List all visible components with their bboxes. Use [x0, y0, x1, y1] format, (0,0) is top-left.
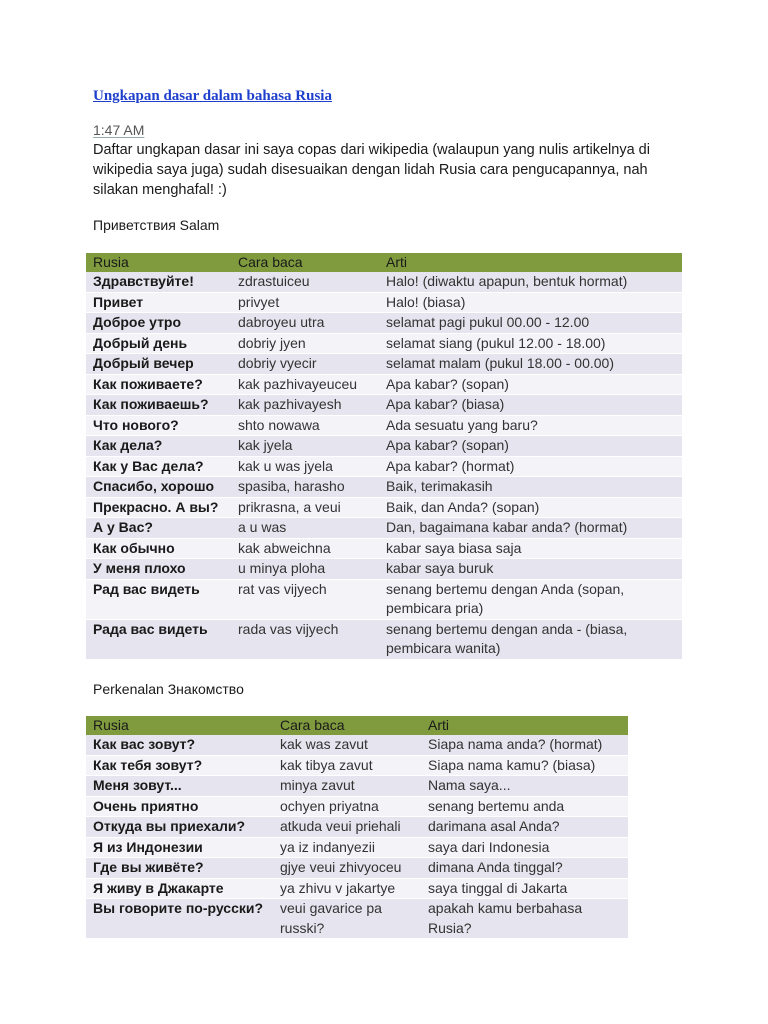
meaning-cell: dimana Anda tinggal? — [421, 858, 628, 879]
column-header-rusia: Rusia — [86, 716, 273, 735]
russian-cell: Что нового? — [86, 415, 231, 436]
russian-cell: Как поживаете? — [86, 374, 231, 395]
russian-cell: Очень приятно — [86, 796, 273, 817]
table-row — [86, 272, 682, 292]
table-row — [86, 456, 682, 477]
meaning-cell: Siapa nama kamu? (biasa) — [421, 755, 628, 776]
table-header-row — [86, 716, 628, 735]
russian-cell: Добрый день — [86, 333, 231, 354]
meaning-cell: Siapa nama anda? (hormat) — [421, 735, 628, 755]
meaning-cell: Baik, terimakasih — [379, 477, 682, 498]
table-row — [86, 415, 682, 436]
meaning-cell: kabar saya biasa saja — [379, 538, 682, 559]
russian-cell: У меня плохо — [86, 559, 231, 580]
meaning-cell: saya tinggal di Jakarta — [421, 878, 628, 899]
pronunciation-cell: kak pazhivayesh — [231, 395, 379, 416]
pronunciation-cell: atkuda veui priehali — [273, 817, 421, 838]
table-row — [86, 878, 628, 899]
pronunciation-cell: rat vas vijyech — [231, 579, 379, 619]
pronunciation-cell: spasiba, harasho — [231, 477, 379, 498]
pronunciation-cell: ya iz indanyezii — [273, 837, 421, 858]
article-title[interactable]: Ungkapan dasar dalam bahasa Rusia — [93, 88, 332, 104]
table-row — [86, 333, 682, 354]
table-row — [86, 899, 628, 939]
pronunciation-cell: ya zhivu v jakartye — [273, 878, 421, 899]
table-row — [86, 579, 682, 619]
table-row — [86, 796, 628, 817]
meaning-cell: senang bertemu anda — [421, 796, 628, 817]
table-row — [86, 374, 682, 395]
column-header-cara-baca: Cara baca — [273, 716, 421, 735]
meaning-cell: Dan, bagaimana kabar anda? (hormat) — [379, 518, 682, 539]
russian-cell: Я из Индонезии — [86, 837, 273, 858]
intro-paragraph: Daftar ungkapan dasar ini saya copas dari wikipedia (walaupun yang nulis artikelnya di wikipedia saya juga) sudah disesuaikan dengan lidah Rusia cara pengucapannya, nah silakan menghafal! :) — [93, 142, 650, 198]
table-row — [86, 559, 682, 580]
meaning-cell: selamat malam (pukul 18.00 - 00.00) — [379, 354, 682, 375]
russian-cell: Рада вас видеть — [86, 619, 231, 659]
table-row — [86, 817, 628, 838]
pronunciation-cell: shto nowawa — [231, 415, 379, 436]
column-header-arti: Arti — [421, 716, 628, 735]
pronunciation-cell: u minya ploha — [231, 559, 379, 580]
russian-cell: Где вы живёте? — [86, 858, 273, 879]
pronunciation-cell: kak abweichna — [231, 538, 379, 559]
table-row — [86, 518, 682, 539]
russian-cell: Добрый вечер — [86, 354, 231, 375]
pronunciation-cell: dabroyeu utra — [231, 313, 379, 334]
pronunciation-cell: minya zavut — [273, 776, 421, 797]
russian-cell: Как обычно — [86, 538, 231, 559]
table-row — [86, 776, 628, 797]
russian-cell: Как дела? — [86, 436, 231, 457]
pronunciation-cell: kak was zavut — [273, 735, 421, 755]
russian-cell: Как вас зовут? — [86, 735, 273, 755]
pronunciation-cell: kak u was jyela — [231, 456, 379, 477]
column-header-arti: Arti — [379, 253, 682, 272]
russian-cell: Вы говорите по-русски? — [86, 899, 273, 939]
meaning-cell: darimana asal Anda? — [421, 817, 628, 838]
russian-cell: Как тебя зовут? — [86, 755, 273, 776]
pronunciation-cell: zdrastuiceu — [231, 272, 379, 292]
table-row — [86, 755, 628, 776]
meaning-cell: apakah kamu berbahasa Rusia? — [421, 899, 628, 939]
russian-cell: Здравствуйте! — [86, 272, 231, 292]
russian-cell: Как поживаешь? — [86, 395, 231, 416]
meaning-cell: Ada sesuatu yang baru? — [379, 415, 682, 436]
meaning-cell: Apa kabar? (sopan) — [379, 436, 682, 457]
meaning-cell: Nama saya... — [421, 776, 628, 797]
meaning-cell: senang bertemu dengan anda - (biasa, pembicara wanita) — [379, 619, 682, 659]
table-row — [86, 477, 682, 498]
russian-cell: Спасибо, хорошо — [86, 477, 231, 498]
greetings-table — [86, 253, 682, 660]
pronunciation-cell: privyet — [231, 292, 379, 313]
table-row — [86, 354, 682, 375]
table-row — [86, 395, 682, 416]
russian-cell: Я живу в Джакарте — [86, 878, 273, 899]
table-row — [86, 436, 682, 457]
meaning-cell: saya dari Indonesia — [421, 837, 628, 858]
russian-cell: А у Вас? — [86, 518, 231, 539]
pronunciation-cell: ochyen priyatna — [273, 796, 421, 817]
meaning-cell: Apa kabar? (hormat) — [379, 456, 682, 477]
table-row — [86, 735, 628, 755]
table-row — [86, 313, 682, 334]
pronunciation-cell: kak pazhivayeuceu — [231, 374, 379, 395]
russian-cell: Доброе утро — [86, 313, 231, 334]
pronunciation-cell: dobriy vyecir — [231, 354, 379, 375]
russian-cell: Откуда вы приехали? — [86, 817, 273, 838]
meaning-cell: Apa kabar? (sopan) — [379, 374, 682, 395]
column-header-rusia: Rusia — [86, 253, 231, 272]
pronunciation-cell: gjye veui zhivyoceu — [273, 858, 421, 879]
meaning-cell: Baik, dan Anda? (sopan) — [379, 497, 682, 518]
table-row — [86, 497, 682, 518]
russian-cell: Рад вас видеть — [86, 579, 231, 619]
table-row — [86, 858, 628, 879]
pronunciation-cell: a u was — [231, 518, 379, 539]
meaning-cell: selamat pagi pukul 00.00 - 12.00 — [379, 313, 682, 334]
meaning-cell: kabar saya buruk — [379, 559, 682, 580]
section-greetings-heading: Приветствия Salam — [93, 217, 220, 233]
post-time[interactable]: 1:47 AM — [93, 122, 145, 138]
column-header-cara-baca: Cara baca — [231, 253, 379, 272]
table-row — [86, 538, 682, 559]
pronunciation-cell: rada vas vijyech — [231, 619, 379, 659]
table-row — [86, 292, 682, 313]
meaning-cell: Halo! (diwaktu apapun, bentuk hormat) — [379, 272, 682, 292]
meaning-cell: Halo! (biasa) — [379, 292, 682, 313]
table-row — [86, 837, 628, 858]
russian-cell: Меня зовут... — [86, 776, 273, 797]
russian-cell: Привет — [86, 292, 231, 313]
meaning-cell: senang bertemu dengan Anda (sopan, pembicara pria) — [379, 579, 682, 619]
introduction-table — [86, 716, 628, 939]
pronunciation-cell: dobriy jyen — [231, 333, 379, 354]
section-introduction-heading: Perkenalan Знакомство — [93, 681, 244, 697]
meaning-cell: selamat siang (pukul 12.00 - 18.00) — [379, 333, 682, 354]
pronunciation-cell: kak tibya zavut — [273, 755, 421, 776]
russian-cell: Как у Вас дела? — [86, 456, 231, 477]
table-header-row — [86, 253, 682, 272]
pronunciation-cell: prikrasna, a veui — [231, 497, 379, 518]
russian-cell: Прекрасно. А вы? — [86, 497, 231, 518]
table-row — [86, 619, 682, 659]
pronunciation-cell: veui gavarice pa russki? — [273, 899, 421, 939]
meaning-cell: Apa kabar? (biasa) — [379, 395, 682, 416]
pronunciation-cell: kak jyela — [231, 436, 379, 457]
